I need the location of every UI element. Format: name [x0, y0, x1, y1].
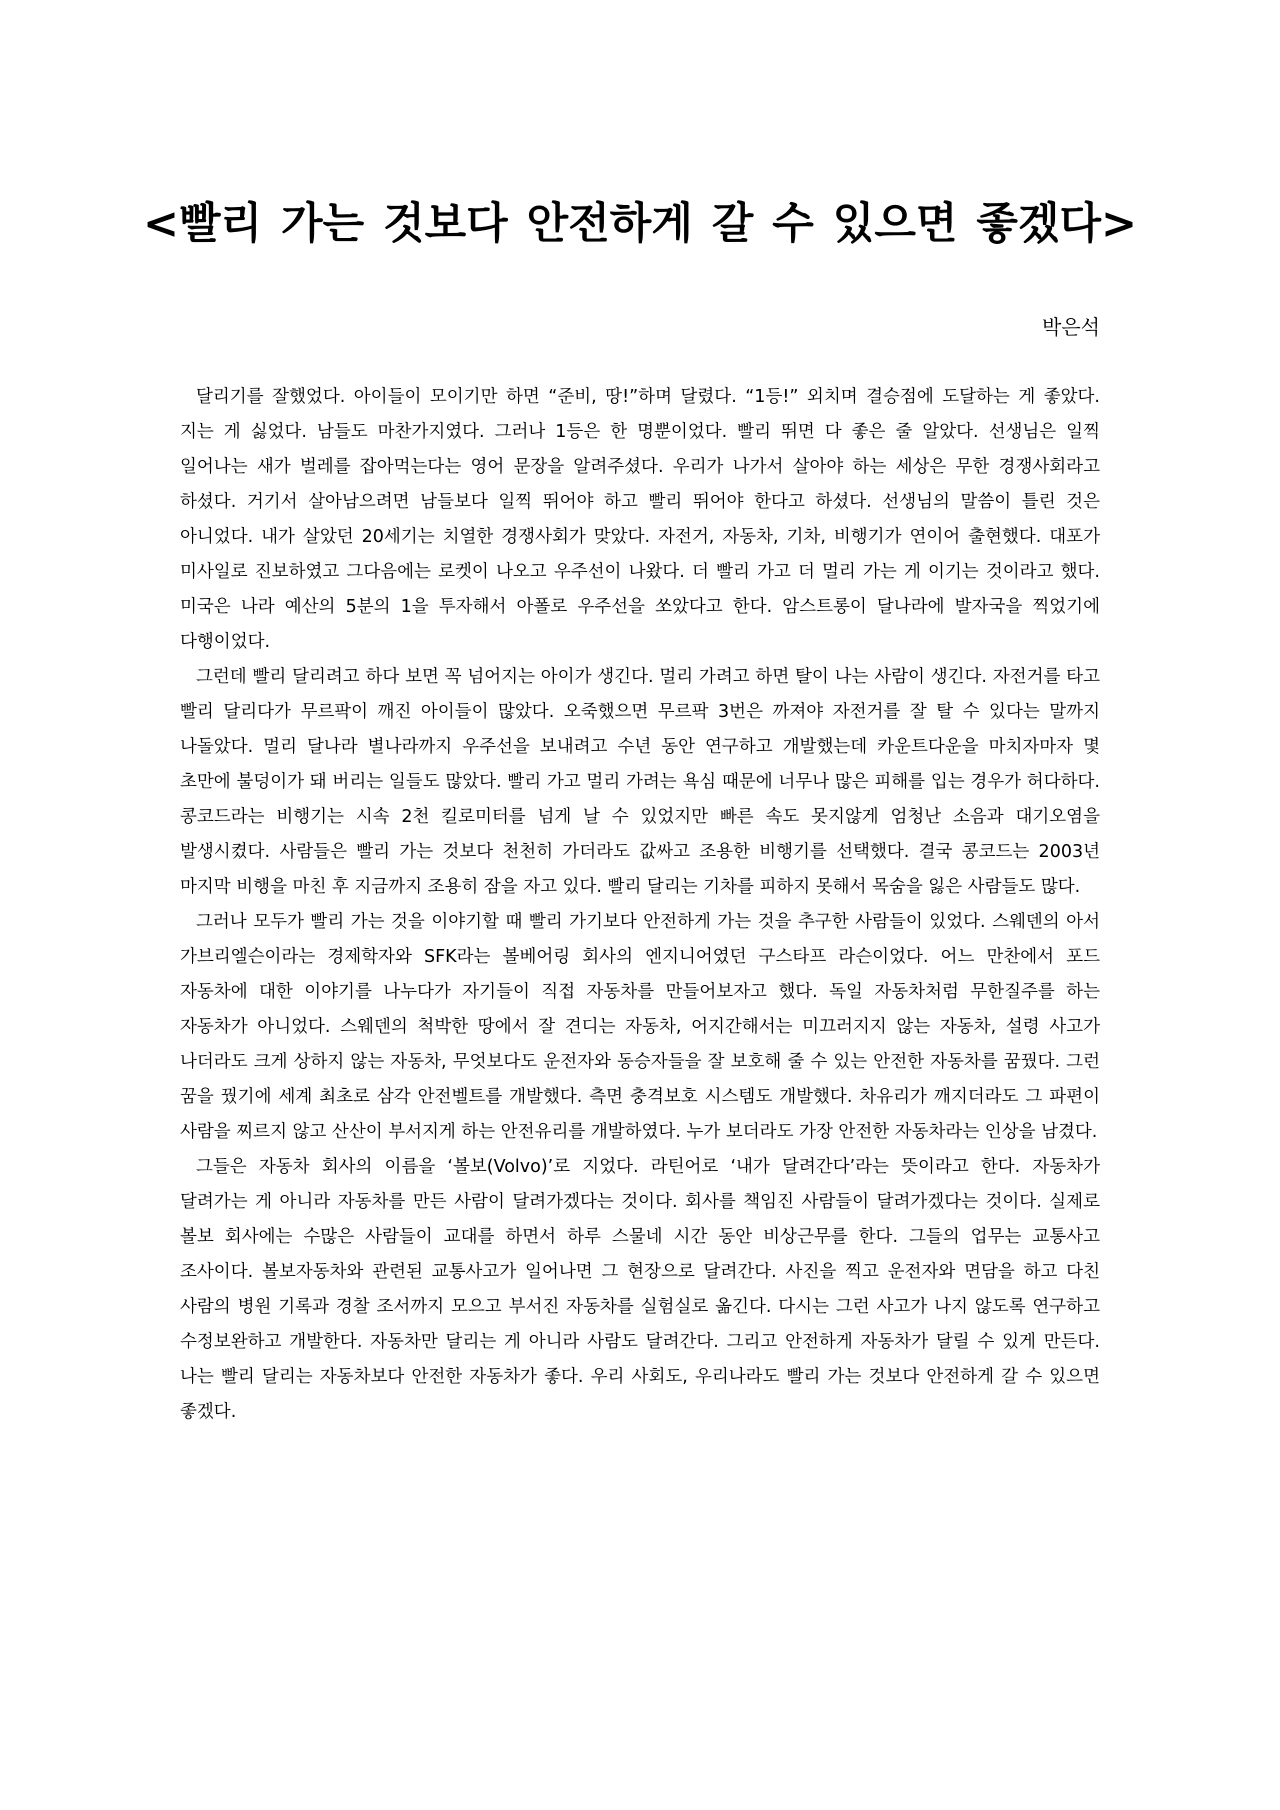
paragraph-3: 그러나 모두가 빨리 가는 것을 이야기할 때 빨리 가기보다 안전하게 가는 것을 추구한 사람들이 있었다. 스웨덴의 아서 가브리엘슨이라는 경제학자와 SFK라는 볼베어링 회사의 엔지니어였던 구스타프 라슨이었다. 어느 만찬에서 포드 자동차에 대한 이야기를 나누다가 자기들이 직접 자동차를 만들어보자고 했다. 독일 자동차처럼 무한질주를 하는 자동차가 아니었다. 스웨덴의 척박한 땅에서 잘 견디는 자동차, 어지간해서는 미끄러지지 않는 자동차, 설령 사고가 나더라도 크게 상하지 않는 자동차, 무엇보다도 운전자와 동승자들을 잘 보호해 줄 수 있는 안전한 자동차를 꿈꿨다. 그런 꿈을 꿨기에 세계 최초로 삼각 안전벨트를 개발했다. 측면 충격보호 시스템도 개발했다. 차유리가 깨지더라도 그 파편이 사람을 찌르지 않고 산산이 부서지게 하는 안전유리를 개발하였다. 누가 보더라도 가장 안전한 자동차라는 인상을 남겼다.: [180, 912, 1100, 1142]
essay-body: [180, 380, 1100, 1430]
paragraph-2: 그런데 빨리 달리려고 하다 보면 꼭 넘어지는 아이가 생긴다. 멀리 가려고 하면 탈이 나는 사람이 생긴다. 자전거를 타고 빨리 달리다가 무르팍이 깨진 아이들이 많았다. 오죽했으면 무르팍 3번은 까져야 자전거를 잘 탈 수 있다는 말까지 나돌았다. 멀리 달나라 별나라까지 우주선을 보내려고 수년 동안 연구하고 개발했는데 카운트다운을 마치자마자 몇 초만에 불덩이가 돼 버리는 일들도 많았다. 빨리 가고 멀리 가려는 욕심 때문에 너무나 많은 피해를 입는 경우가 허다하다. 콩코드라는 비행기는 시속 2천 킬로미터를 넘게 날 수 있었지만 빠른 속도 못지않게 엄청난 소음과 대기오염을 발생시켰다. 사람들은 빨리 가는 것보다 천천히 가더라도 값싸고 조용한 비행기를 선택했다. 결국 콩코드는 2003년 마지막 비행을 마친 후 지금까지 조용히 잠을 자고 있다. 빨리 달리는 기차를 피하지 못해서 목숨을 잃은 사람들도 많다.: [180, 667, 1100, 897]
paragraph-1: 달리기를 잘했었다. 아이들이 모이기만 하면 “준비, 땅!”하며 달렸다. “1등!” 외치며 결승점에 도달하는 게 좋았다. 지는 게 싫었다. 남들도 마찬가지였다. 그러나 1등은 한 명뿐이었다. 빨리 뛰면 다 좋은 줄 알았다. 선생님은 일찍 일어나는 새가 벌레를 잡아먹는다는 영어 문장을 알려주셨다. 우리가 나가서 살아야 하는 세상은 무한 경쟁사회라고 하셨다. 거기서 살아남으려면 남들보다 일찍 뛰어야 하고 빨리 뛰어야 한다고 하셨다. 선생님의 말씀이 틀린 것은 아니었다. 내가 살았던 20세기는 치열한 경쟁사회가 맞았다. 자전거, 자동차, 기차, 비행기가 연이어 출현했다. 대포가 미사일로 진보하였고 그다음에는 로켓이 나오고 우주선이 나왔다. 더 빨리 가고 더 멀리 가는 게 이기는 것이라고 했다. 미국은 나라 예산의 5분의 1을 투자해서 아폴로 우주선을 쏘았다고 한다. 암스트롱이 달나라에 발자국을 찍었기에 다행이었다.: [180, 387, 1100, 652]
paragraph-4: 그들은 자동차 회사의 이름을 ‘볼보(Volvo)’로 지었다. 라틴어로 ‘내가 달려간다’라는 뜻이라고 한다. 자동차가 달려가는 게 아니라 자동차를 만든 사람이 달려가겠다는 것이다. 회사를 책임진 사람들이 달려가겠다는 것이다. 실제로 볼보 회사에는 수많은 사람들이 교대를 하면서 하루 스물네 시간 동안 비상근무를 한다. 그들의 업무는 교통사고 조사이다. 볼보자동차와 관련된 교통사고가 일어나면 그 현장으로 달려간다. 사진을 찍고 운전자와 면담을 하고 다친 사람의 병원 기록과 경찰 조서까지 모으고 부서진 자동차를 실험실로 옮긴다. 다시는 그런 사고가 나지 않도록 연구하고 수정보완하고 개발한다. 자동차만 달리는 게 아니라 사람도 달려간다. 그리고 안전하게 자동차가 달릴 수 있게 만든다. 나는 빨리 달리는 자동차보다 안전한 자동차가 좋다. 우리 사회도, 우리나라도 빨리 가는 것보다 안전하게 갈 수 있으면 좋겠다.: [180, 1157, 1100, 1422]
author-name: 박은석: [1042, 315, 1100, 339]
page-title: <빨리 가는 것보다 안전하게 갈 수 있으면 좋겠다>: [142, 199, 1138, 249]
